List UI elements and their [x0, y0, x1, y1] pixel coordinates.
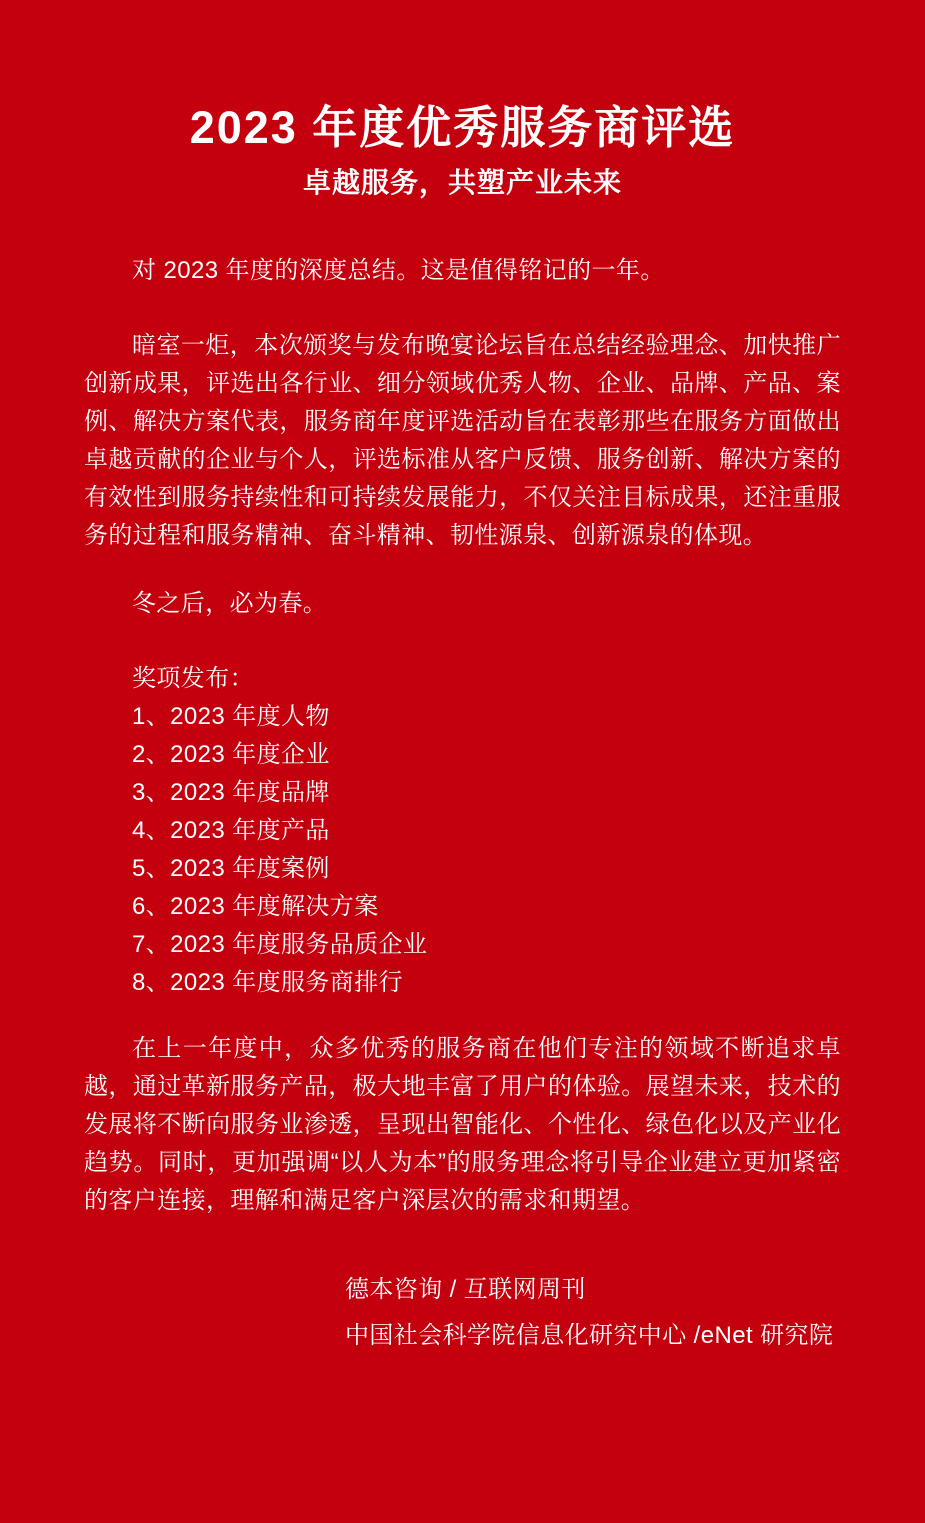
page-subtitle: 卓越服务，共塑产业未来	[302, 167, 622, 198]
winter-line: 冬之后，必为春。	[132, 590, 328, 617]
closing-paragraph: 在上一年度中，众多优秀的服务商在他们专注的领域不断追求卓越，通过革新服务产品，极大地丰富了用户的体验。展望未来，技术的发展将不断向服务业渗透，呈现出智能化、个性化、绿色化以及产业化趋势。同时，更加强调“以人为本”的服务理念将引导企业建立更加紧密的客户连接，理解和满足客户深层次的需求和期望。	[84, 1035, 841, 1214]
award-item-5: 5、2023 年度案例	[132, 855, 330, 882]
award-item-1: 1、2023 年度人物	[132, 703, 330, 730]
awards-list	[84, 698, 841, 1002]
awards-heading: 奖项发布：	[132, 665, 254, 692]
intro-paragraph: 对 2023 年度的深度总结。这是值得铭记的一年。	[132, 257, 665, 284]
award-item-6: 6、2023 年度解决方案	[132, 893, 379, 920]
award-item-2: 2、2023 年度企业	[132, 741, 330, 768]
footer-line-2: 中国社会科学院信息化研究中心 /eNet 研究院	[345, 1322, 834, 1349]
page-title: 2023 年度优秀服务商评选	[189, 102, 736, 153]
award-item-3: 3、2023 年度品牌	[132, 779, 330, 806]
poster-page	[0, 100, 925, 1523]
footer-line-1: 德本咨询 / 互联网周刊	[345, 1276, 586, 1303]
main-paragraph: 暗室一炬，本次颁奖与发布晚宴论坛旨在总结经验理念、加快推广创新成果，评选出各行业、细分领域优秀人物、企业、品牌、产品、案例、解决方案代表，服务商年度评选活动旨在表彰那些在服务方面做出卓越贡献的企业与个人，评选标准从客户反馈、服务创新、解决方案的有效性到服务持续性和可持续发展能力，不仅关注目标成果，还注重服务的过程和服务精神、奋斗精神、韧性源泉、创新源泉的体现。	[84, 332, 841, 549]
award-item-8: 8、2023 年度服务商排行	[132, 969, 404, 996]
award-item-7: 7、2023 年度服务品质企业	[132, 931, 428, 958]
footer	[84, 1267, 841, 1359]
award-item-4: 4、2023 年度产品	[132, 817, 330, 844]
